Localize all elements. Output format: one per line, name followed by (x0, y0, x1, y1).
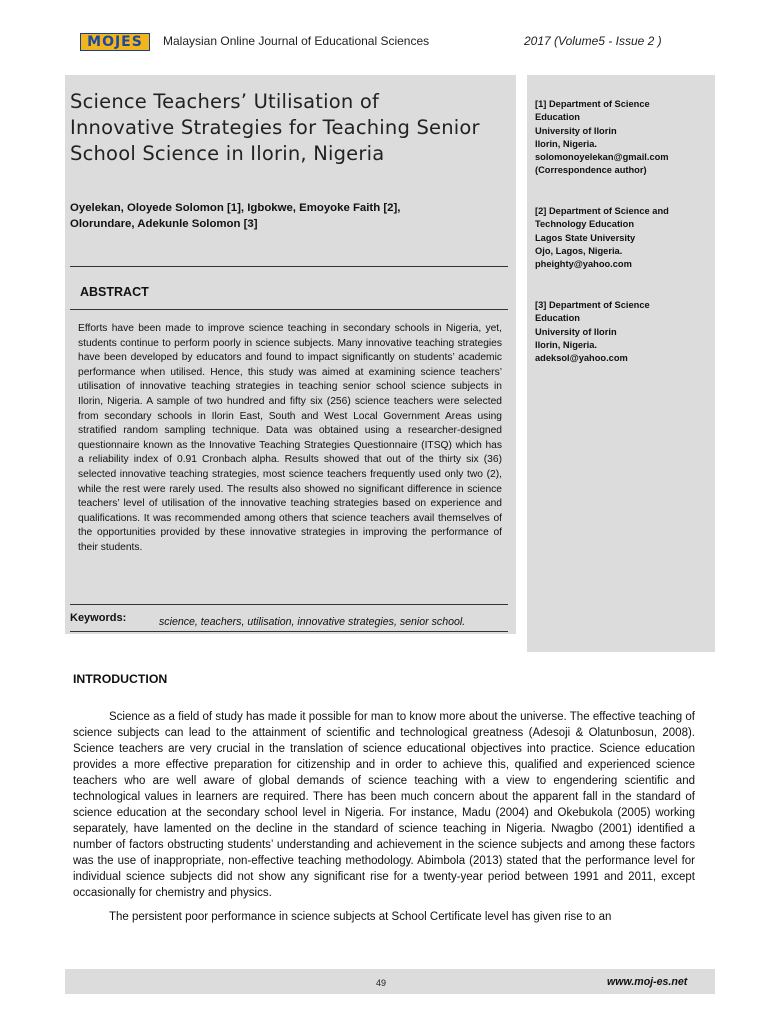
footer-url[interactable]: www.moj-es.net (607, 976, 688, 988)
affiliation-line: Education (535, 112, 580, 123)
author-line: Oyelekan, Oloyede Solomon [1], Igbokwe, Emoyoke Faith [2], (70, 202, 401, 214)
paper-title (70, 89, 515, 167)
author-list (70, 201, 450, 232)
paper-title-line: Science Teachers’ Utilisation of (70, 90, 380, 113)
affiliation-line: Ojo, Lagos, Nigeria. (535, 245, 623, 256)
affiliation-line: Lagos State University (535, 232, 636, 243)
journal-name: Malaysian Online Journal of Educational Sciences (163, 34, 430, 48)
affiliation-email: solomonoyelekan@gmail.com (535, 152, 669, 163)
affiliation-email: pheighty@yahoo.com (535, 259, 632, 270)
keywords-label: Keywords: (70, 612, 127, 624)
keywords-divider (70, 631, 508, 632)
affiliation-email: adeksol@yahoo.com (535, 353, 628, 364)
affiliation-3 (535, 299, 711, 365)
affiliation-line: University of Ilorin (535, 326, 617, 337)
affiliation-line: [2] Department of Science and (535, 206, 669, 216)
paper-title-line: School Science in Ilorin, Nigeria (70, 142, 385, 165)
affiliation-line: Technology Education (535, 219, 634, 230)
affiliation-1 (535, 98, 711, 178)
keywords-text: science, teachers, utilisation, innovative strategies, senior school. (159, 616, 466, 628)
journal-logo: MOJES (80, 33, 150, 51)
abstract-heading: ABSTRACT (80, 285, 149, 299)
abstract-text: Efforts have been made to improve science teaching in secondary schools in Nigeria, yet, students continue to perform poorly in science subjects. Many innovative teaching strategies have been developed by educators and found to impact significantly on students’ academic performance when utilised. Hence, this study was aimed at examining science teachers’ utilisation of innovative teaching strategies in teaching senior school science subjects in Ilorin, Nigeria. A sample of two hundred and fifty six (256) science teachers were selected from secondary schools in Ilorin East, South and West Local Government Areas using stratified random sampling technique. Data was obtained using a researcher-designed questionnaire known as the Innovative Teaching Strategies Questionnaire (ITSQ) which has a reliability index of 0.91 Cronbach alpha. Results showed that out of the thirty six (36) selected innovative teaching strategies, most science teachers frequently used only two (2), while the rest were rarely used. The results also showed no significant difference in science teachers’ level of utilisation of the innovative teaching strategies based on experience and qualifications. It was recommended among others that science teachers avail themselves of the opportunities provided by these innovative strategies in improving the performance of their students. (78, 323, 502, 553)
abstract-divider (70, 309, 508, 310)
introduction-heading: INTRODUCTION (73, 672, 168, 686)
paper-title-line: Innovative Strategies for Teaching Senior (70, 116, 480, 139)
author-line: Olorundare, Adekunle Solomon [3] (70, 217, 258, 230)
affiliation-2 (535, 205, 711, 271)
affiliation-line: (Correspondence author) (535, 165, 647, 176)
affiliation-line: University of Ilorin (535, 125, 617, 136)
affiliation-line: Ilorin, Nigeria. (535, 138, 597, 149)
introduction-body (73, 709, 695, 925)
affiliation-line: Education (535, 313, 580, 324)
body-paragraph: The persistent poor performance in science subjects at School Certificate level has given rise to an (109, 911, 612, 923)
affiliation-line: Ilorin, Nigeria. (535, 339, 597, 350)
body-paragraph: Science as a field of study has made it possible for man to know more about the universe. The effective teaching of science subjects can lead to the attainment of scientific and technological greatness (Adesoji & Olatunbosun, 2008). Science teachers are very crucial in the translation of science educational objectives into practice. Science education provides a more effective preparation for citizenship and in order to achieve this, qualified and experienced science teachers who are well aware of global demands of science teaching with a view to engendering scientific and technological values in learners are required. There has been much concern about the apparent fall in the standard of science education at the secondary school level in Nigeria. For instance, Madu (2004) and Okebukola (2005) working separately, have lamented on the decline in the standard of science teaching in Nigeria. Nwagbo (2001) identified a number of factors obstructing students’ understanding and achievement in the science subjects and among these factors was the use of inappropriate, non-effective teaching methodology. Abimbola (2013) stated that the performance level for individual science subjects did not show any significant rise for a twenty-year period between 1991 and 2011, except occasionally for chemistry and physics. (73, 711, 695, 899)
issue-info: 2017 (Volume5 - Issue 2 ) (524, 34, 662, 48)
affiliation-line: [3] Department of Science (535, 300, 650, 310)
affiliation-line: [1] Department of Science (535, 99, 650, 109)
page-number: 49 (376, 978, 387, 988)
